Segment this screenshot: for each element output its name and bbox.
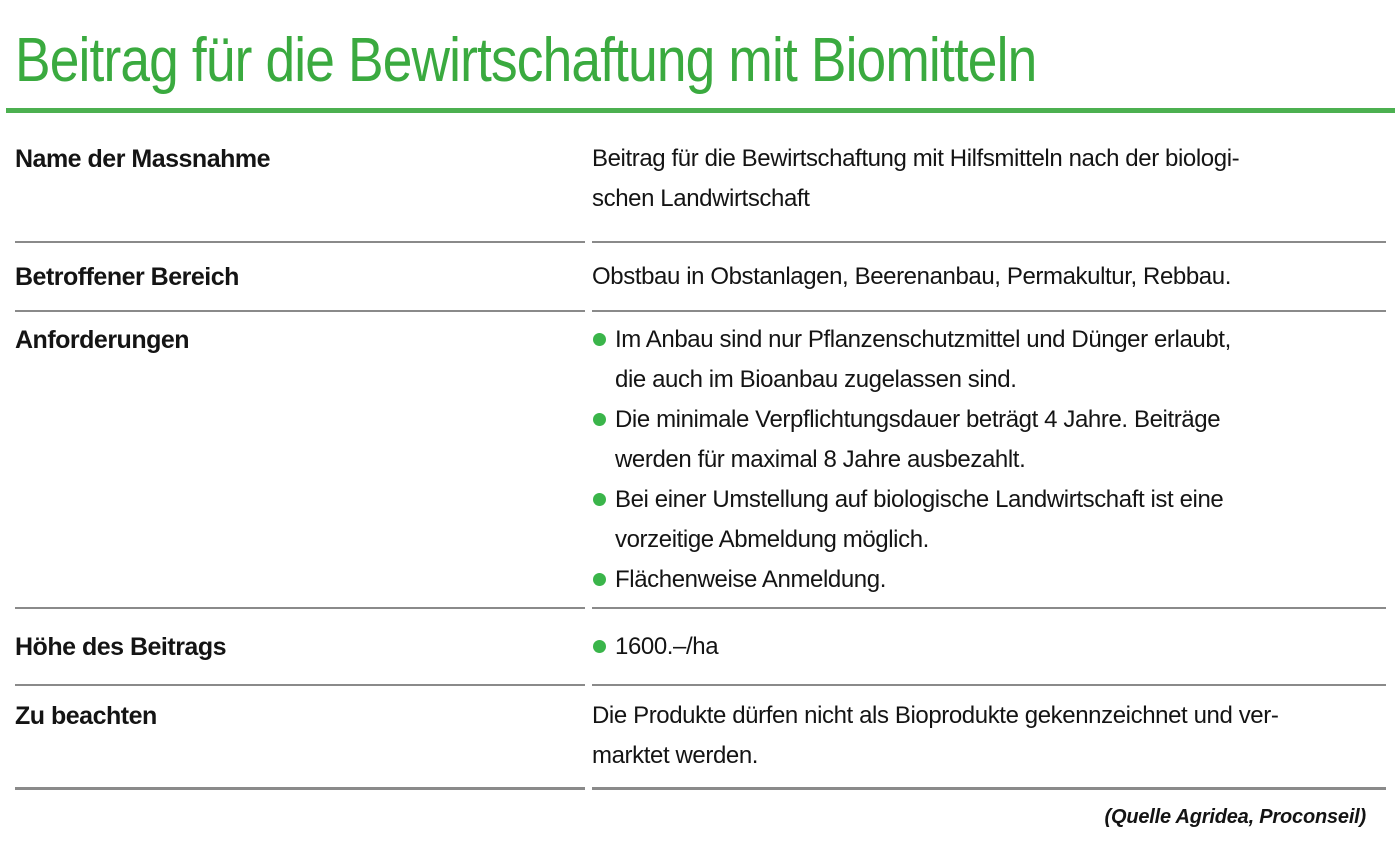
- bullet-item: [592, 400, 1386, 480]
- bullet-text: [615, 560, 1386, 600]
- bullet-item: [592, 480, 1386, 560]
- row-label: Name der Massnahme: [15, 145, 271, 173]
- bullet-text: [615, 320, 1386, 400]
- text-line: Im Anbau sind nur Pflanzenschutzmittel und Dünger erlaubt,: [615, 326, 1231, 353]
- row-label-cell: [15, 113, 585, 241]
- row-label: Betroffener Bereich: [15, 263, 239, 291]
- text-line: die auch im Bioanbau zugelassen sind.: [615, 366, 1017, 393]
- text-line: werden für maximal 8 Jahre ausbezahlt.: [615, 446, 1026, 473]
- text-line: Beitrag für die Bewirtschaftung mit Hilfsmitteln nach der biologi-: [592, 145, 1240, 172]
- table-row: [15, 310, 1386, 607]
- text-line: Obstbau in Obstanlagen, Beerenanbau, Permakultur, Rebbau.: [592, 263, 1231, 290]
- text-line: schen Landwirtschaft: [592, 185, 810, 212]
- bullet-text: [615, 627, 1386, 667]
- text-line: Die Produkte dürfen nicht als Bioprodukte gekennzeichnet und ver-: [592, 702, 1279, 729]
- row-content-cell: [592, 684, 1386, 790]
- bullet-icon: [593, 413, 606, 426]
- bullet-icon: [593, 333, 606, 346]
- row-label: Zu beachten: [15, 702, 157, 730]
- bullet-icon: [593, 640, 606, 653]
- row-content-cell: [592, 310, 1386, 607]
- bullet-icon: [593, 573, 606, 586]
- row-label-cell: [15, 684, 585, 790]
- source-credit: (Quelle Agridea, Proconseil): [1104, 806, 1366, 828]
- bullet-text: [615, 480, 1386, 560]
- table-row: [15, 241, 1386, 310]
- table-row: [15, 607, 1386, 684]
- text-line: Die minimale Verpflichtungsdauer beträgt 4 Jahre. Beiträge: [615, 406, 1221, 433]
- row-label: Höhe des Beitrags: [15, 633, 227, 661]
- page-title: Beitrag für die Bewirtschaftung mit Biomitteln: [15, 26, 1037, 95]
- row-label-cell: [15, 607, 585, 684]
- text-line: 1600.–/ha: [615, 633, 719, 660]
- bullet-item: [592, 320, 1386, 400]
- document-page: [0, 28, 1400, 844]
- text-line: marktet werden.: [592, 742, 759, 769]
- measure-table: [15, 113, 1386, 790]
- row-label: Anforderungen: [15, 326, 190, 354]
- bullet-item: [592, 627, 1386, 667]
- row-content-cell: [592, 241, 1386, 310]
- row-label-cell: [15, 310, 585, 607]
- bullet-text: [615, 400, 1386, 480]
- row-label-cell: [15, 241, 585, 310]
- text-line: vorzeitige Abmeldung möglich.: [615, 526, 929, 553]
- table-row: [15, 684, 1386, 790]
- row-content-cell: [592, 113, 1386, 241]
- bullet-icon: [593, 493, 606, 506]
- text-line: Bei einer Umstellung auf biologische Landwirtschaft ist eine: [615, 486, 1224, 513]
- text-line: Flächenweise Anmeldung.: [615, 566, 886, 593]
- row-content-cell: [592, 607, 1386, 684]
- bullet-item: [592, 560, 1386, 600]
- table-row: [15, 113, 1386, 241]
